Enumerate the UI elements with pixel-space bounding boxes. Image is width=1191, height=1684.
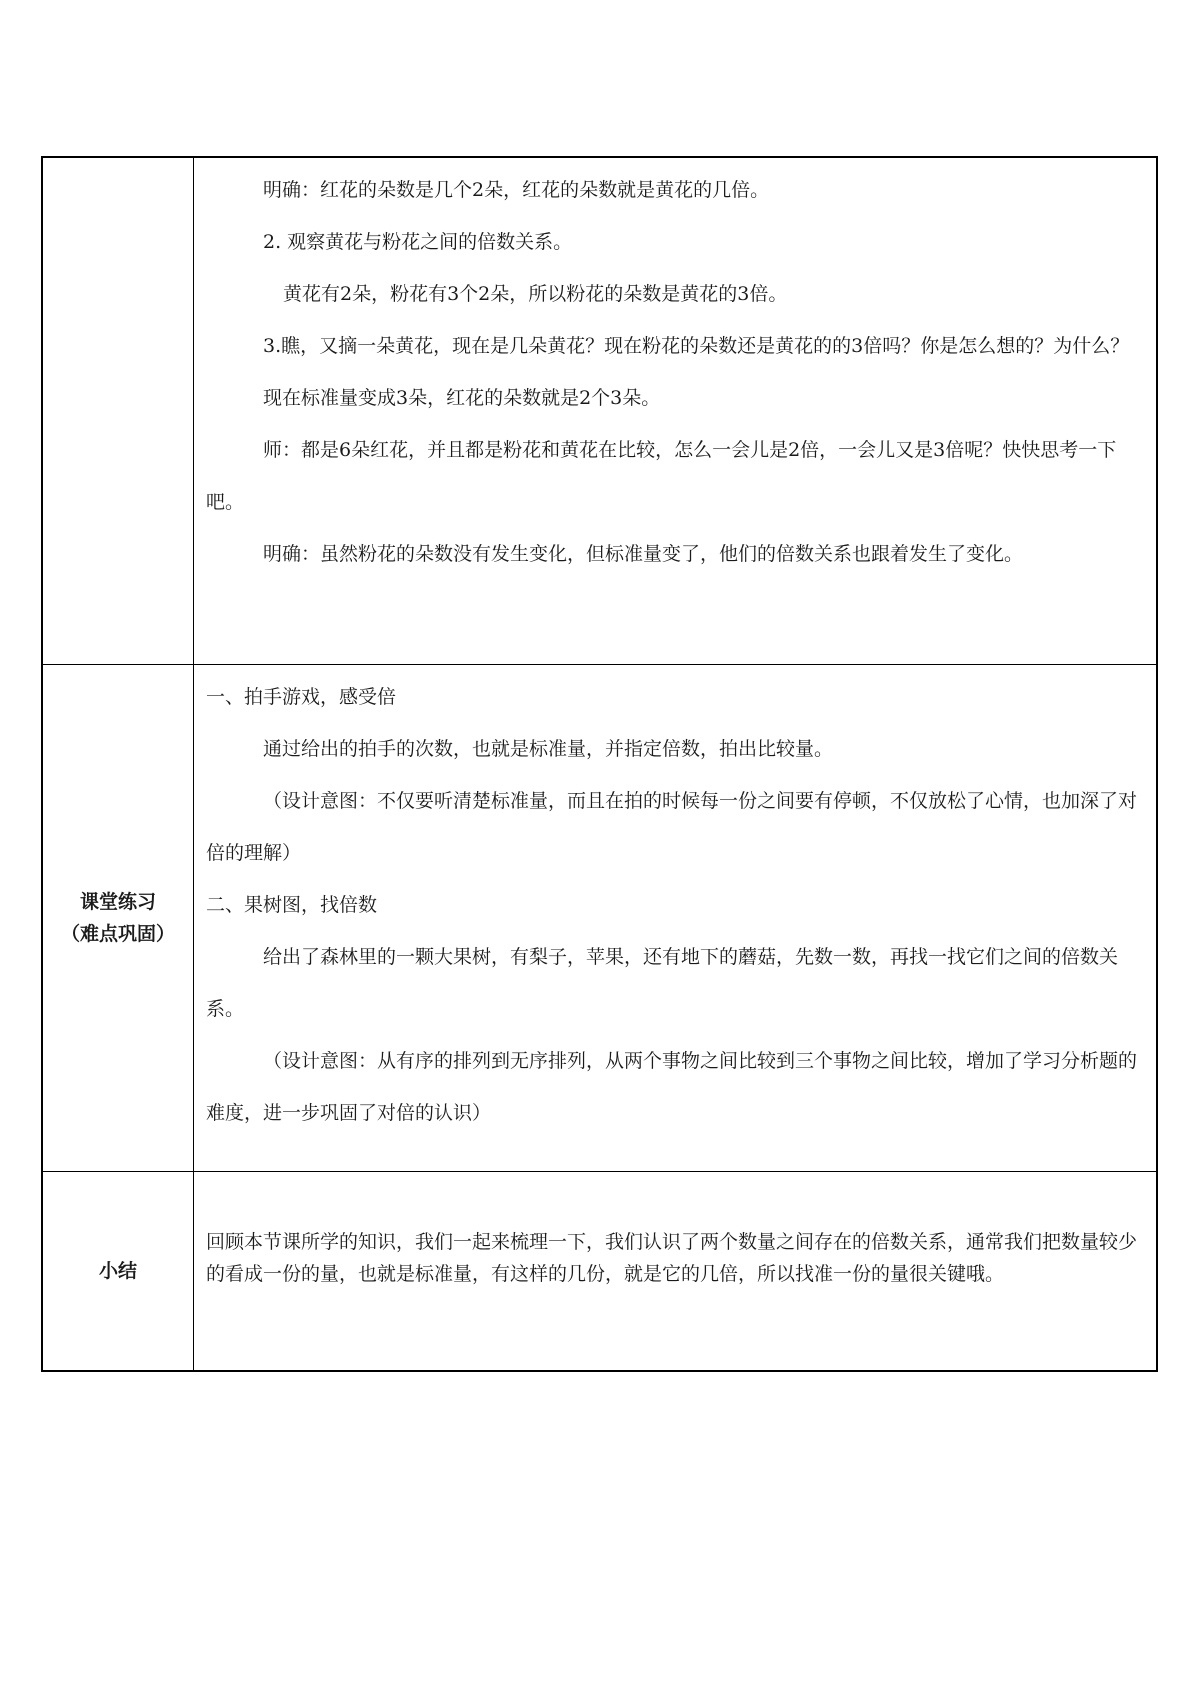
- paragraph: 3.瞧，又摘一朵黄花，现在是几朵黄花？现在粉花的朵数还是黄花的的3倍吗？你是怎么想的？为什么？: [263, 335, 1130, 357]
- row-label: 课堂练习: [79, 891, 156, 913]
- paragraph: 给出了森林里的一颗大果树，有梨子，苹果，还有地下的蘑菇，先数一数，再找一找它们之间的倍数关系。: [206, 946, 1119, 1020]
- paragraph: （设计意图：从有序的排列到无序排列，从两个事物之间比较到三个事物之间比较，增加了学习分析题的难度，进一步巩固了对倍的认识）: [206, 1050, 1138, 1124]
- row-label-cell: [42, 1172, 194, 1372]
- row-content-cell: [194, 1172, 1158, 1372]
- paragraph: 师：都是6朵红花，并且都是粉花和黄花在比较，怎么一会儿是2倍，一会儿又是3倍呢？快快思考一下吧。: [206, 439, 1117, 513]
- table-row: [42, 665, 1157, 1172]
- table-row: [42, 157, 1157, 665]
- row-content-cell: [194, 665, 1158, 1172]
- paragraph: 一、拍手游戏，感受倍: [206, 686, 397, 708]
- row-content-cell: [194, 157, 1158, 665]
- table-row: [42, 1172, 1157, 1372]
- paragraph: （设计意图：不仅要听清楚标准量，而且在拍的时候每一份之间要有停顿，不仅放松了心情，也加深了对倍的理解）: [206, 790, 1138, 864]
- summary-paragraph: 回顾本节课所学的知识，我们一起来梳理一下，我们认识了两个数量之间存在的倍数关系，通常我们把数量较少的看成一份的量，也就是标准量，有这样的几份，就是它的几倍，所以找准一份的量很关键哦。: [206, 1231, 1138, 1285]
- row-label-cell: [42, 157, 194, 665]
- paragraph: 二、果树图，找倍数: [206, 894, 378, 916]
- paragraph: 通过给出的拍手的次数，也就是标准量，并指定倍数，拍出比较量。: [263, 738, 834, 760]
- paragraph: 明确：红花的朵数是几个2朵，红花的朵数就是黄花的几倍。: [263, 179, 770, 201]
- paragraph: 2. 观察黄花与粉花之间的倍数关系。: [263, 231, 573, 253]
- row-label-sub: （难点巩固）: [60, 923, 175, 945]
- lesson-plan-table: [41, 156, 1158, 1372]
- row-label-cell: [42, 665, 194, 1172]
- paragraph: 现在标准量变成3朵，红花的朵数就是2个3朵。: [263, 387, 661, 409]
- paragraph: 明确：虽然粉花的朵数没有发生变化，但标准量变了，他们的倍数关系也跟着发生了变化。: [263, 543, 1024, 565]
- paragraph: 黄花有2朵，粉花有3个2朵，所以粉花的朵数是黄花的3倍。: [283, 283, 788, 305]
- row-label: 小结: [98, 1260, 137, 1282]
